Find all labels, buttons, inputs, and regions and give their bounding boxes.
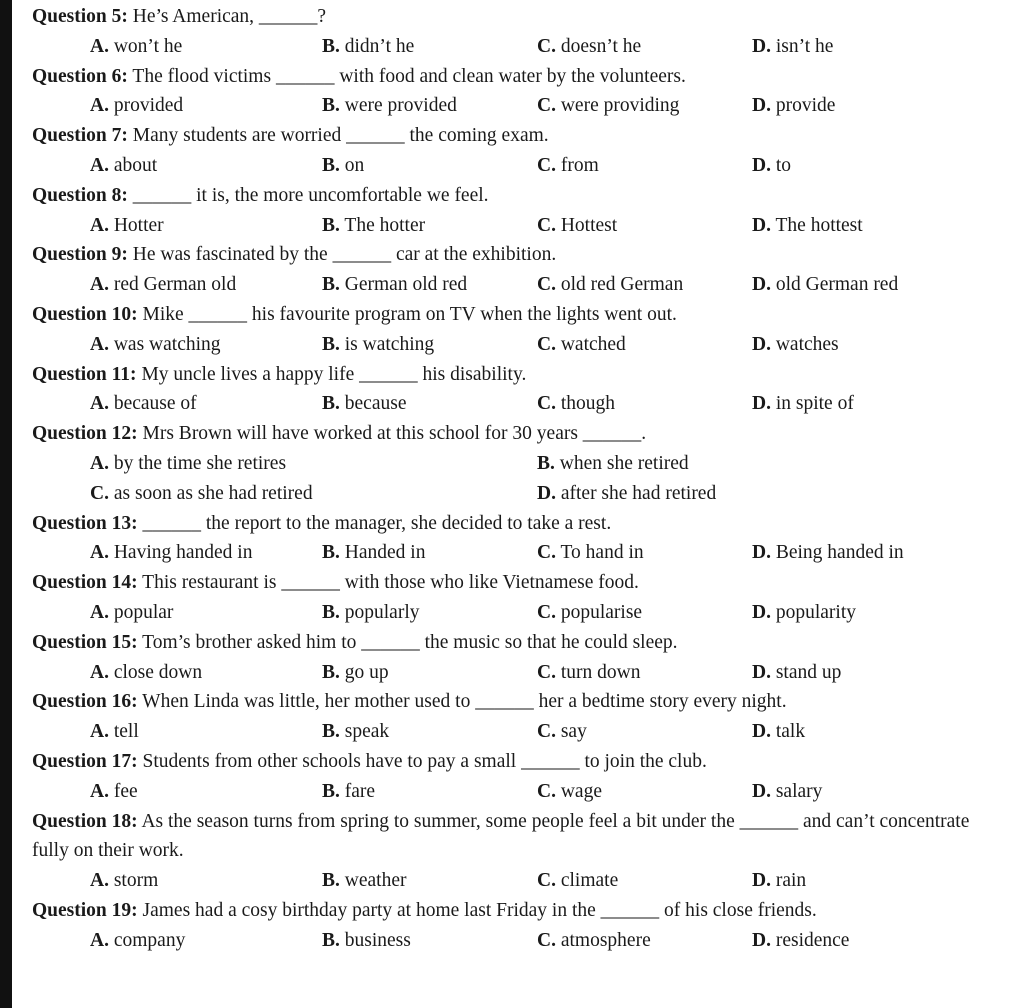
- question-stem: [32, 419, 1002, 449]
- option-letter: B.: [322, 333, 340, 355]
- option-letter: A.: [90, 721, 109, 743]
- question-stem: [32, 121, 1002, 151]
- answer-option: [537, 389, 615, 419]
- option-text: storm: [113, 870, 159, 892]
- answer-option: [90, 598, 173, 628]
- question-block: [32, 896, 1002, 956]
- option-text: turn down: [560, 661, 641, 683]
- answer-option: [322, 151, 364, 181]
- option-letter: C.: [537, 333, 556, 355]
- option-text: weather: [344, 870, 407, 892]
- answer-option: [322, 211, 425, 241]
- option-letter: C.: [537, 721, 556, 743]
- question-number: Question 10:: [32, 303, 138, 325]
- answer-options: [32, 330, 1002, 360]
- answer-options: [32, 777, 1002, 807]
- option-text: German old red: [344, 274, 468, 296]
- option-letter: C.: [537, 154, 556, 176]
- question-text: As the season turns from spring to summer, some people feel a bit under the ______ and can’t concentrate fully on their work.: [32, 810, 970, 862]
- question-block: [32, 360, 1002, 420]
- option-letter: A.: [90, 452, 109, 474]
- question-stem: [32, 807, 1002, 867]
- answer-option: [537, 717, 587, 747]
- answer-option: [752, 866, 806, 896]
- option-text: rain: [775, 870, 807, 892]
- question-block: [32, 181, 1002, 241]
- option-letter: A.: [90, 393, 109, 415]
- option-text: won’t he: [113, 35, 183, 57]
- question-block: [32, 2, 1002, 62]
- option-letter: D.: [752, 661, 771, 683]
- answer-option: [90, 717, 139, 747]
- question-number: Question 12:: [32, 423, 138, 445]
- option-text: go up: [344, 661, 389, 683]
- answer-option: [90, 926, 185, 956]
- option-letter: D.: [752, 95, 771, 117]
- option-text: when she retired: [559, 452, 689, 474]
- option-text: were provided: [344, 95, 457, 117]
- option-text: old red German: [560, 274, 684, 296]
- question-text: James had a cosy birthday party at home last Friday in the ______ of his close friends.: [142, 899, 817, 921]
- question-stem: [32, 300, 1002, 330]
- question-number: Question 11:: [32, 363, 137, 385]
- option-letter: A.: [90, 95, 109, 117]
- answer-option: [537, 330, 626, 360]
- question-block: [32, 628, 1002, 688]
- answer-options: [32, 32, 1002, 62]
- option-letter: A.: [90, 333, 109, 355]
- option-text: was watching: [113, 333, 221, 355]
- option-text: say: [560, 721, 587, 743]
- option-text: provided: [113, 95, 184, 117]
- answer-option: [322, 91, 457, 121]
- answer-option: [322, 717, 389, 747]
- answer-option: [90, 389, 197, 419]
- question-stem: [32, 568, 1002, 598]
- option-text: because of: [113, 393, 197, 415]
- answer-option: [322, 330, 434, 360]
- option-letter: B.: [322, 929, 340, 951]
- question-block: [32, 240, 1002, 300]
- answer-option: [90, 479, 313, 509]
- option-letter: A.: [90, 274, 109, 296]
- answer-option: [752, 717, 805, 747]
- option-text: as soon as she had retired: [113, 482, 313, 504]
- option-letter: A.: [90, 601, 109, 623]
- answer-options: [32, 658, 1002, 688]
- answer-option: [322, 777, 375, 807]
- option-letter: D.: [537, 482, 556, 504]
- option-text: popular: [113, 601, 174, 623]
- option-text: climate: [560, 870, 619, 892]
- option-letter: C.: [537, 214, 556, 236]
- question-block: [32, 807, 1002, 896]
- option-text: Hotter: [113, 214, 164, 236]
- answer-options: [32, 926, 1002, 956]
- answer-option: [322, 598, 420, 628]
- question-text: Mrs Brown will have worked at this school for 30 years ______.: [142, 423, 647, 445]
- answer-option: [537, 598, 642, 628]
- option-letter: B.: [322, 214, 340, 236]
- question-block: [32, 121, 1002, 181]
- answer-option: [90, 330, 221, 360]
- answer-option: [322, 389, 406, 419]
- answer-option: [752, 658, 841, 688]
- question-stem: [32, 628, 1002, 658]
- option-text: watches: [775, 333, 839, 355]
- answer-options: [32, 538, 1002, 568]
- option-text: Hottest: [560, 214, 618, 236]
- question-number: Question 9:: [32, 244, 128, 266]
- option-letter: A.: [90, 35, 109, 57]
- option-letter: C.: [537, 274, 556, 296]
- question-stem: [32, 896, 1002, 926]
- question-stem: [32, 2, 1002, 32]
- question-number: Question 5:: [32, 6, 128, 27]
- option-text: because: [344, 393, 407, 415]
- option-letter: B.: [322, 870, 340, 892]
- option-text: speak: [344, 721, 390, 743]
- option-text: is watching: [344, 333, 435, 355]
- question-stem: [32, 509, 1002, 539]
- answer-option: [752, 598, 856, 628]
- option-text: isn’t he: [775, 35, 834, 57]
- question-stem: [32, 360, 1002, 390]
- option-letter: C.: [537, 601, 556, 623]
- question-number: Question 17:: [32, 750, 138, 772]
- option-text: red German old: [113, 274, 237, 296]
- answer-option: [752, 538, 904, 568]
- option-text: To hand in: [560, 542, 644, 564]
- answer-options: [32, 598, 1002, 628]
- answer-option: [752, 151, 791, 181]
- option-letter: B.: [322, 35, 340, 57]
- answer-options: [32, 449, 1002, 509]
- question-block: [32, 509, 1002, 569]
- option-letter: B.: [322, 95, 340, 117]
- option-text: old German red: [775, 274, 899, 296]
- option-letter: B.: [322, 274, 340, 296]
- option-letter: D.: [752, 721, 771, 743]
- option-letter: B.: [322, 661, 340, 683]
- question-block: [32, 747, 1002, 807]
- option-text: The hotter: [344, 214, 426, 236]
- option-text: residence: [775, 929, 850, 951]
- answer-option: [90, 538, 252, 568]
- question-text: He was fascinated by the ______ car at the exhibition.: [132, 244, 557, 266]
- answer-option: [90, 151, 157, 181]
- question-block: [32, 568, 1002, 628]
- option-letter: A.: [90, 870, 109, 892]
- answer-options: [32, 270, 1002, 300]
- option-letter: B.: [322, 780, 340, 802]
- answer-options: [32, 389, 1002, 419]
- option-letter: D.: [752, 870, 771, 892]
- option-letter: D.: [752, 601, 771, 623]
- option-text: doesn’t he: [560, 35, 642, 57]
- option-text: salary: [775, 780, 823, 802]
- answer-options: [32, 151, 1002, 181]
- answer-option: [752, 211, 863, 241]
- option-text: to: [775, 154, 792, 176]
- question-stem: [32, 747, 1002, 777]
- question-block: [32, 419, 1002, 508]
- option-letter: D.: [752, 929, 771, 951]
- answer-option: [90, 32, 182, 62]
- option-text: Having handed in: [113, 542, 253, 564]
- option-letter: A.: [90, 214, 109, 236]
- answer-option: [752, 91, 835, 121]
- question-text: Mike ______ his favourite program on TV when the lights went out.: [142, 303, 677, 325]
- question-number: Question 15:: [32, 631, 138, 653]
- question-block: [32, 687, 1002, 747]
- option-letter: C.: [537, 393, 556, 415]
- option-text: on: [344, 154, 365, 176]
- option-text: atmosphere: [560, 929, 651, 951]
- option-text: popularity: [775, 601, 856, 623]
- option-letter: A.: [90, 780, 109, 802]
- answer-option: [537, 151, 599, 181]
- answer-option: [537, 866, 618, 896]
- answer-option: [752, 777, 822, 807]
- option-text: fare: [344, 780, 376, 802]
- question-number: Question 13:: [32, 512, 138, 534]
- option-text: after she had retired: [560, 482, 717, 504]
- question-text: The flood victims ______ with food and clean water by the volunteers.: [132, 65, 686, 87]
- option-text: business: [344, 929, 411, 951]
- answer-option: [537, 926, 651, 956]
- question-number: Question 14:: [32, 572, 138, 594]
- option-letter: C.: [537, 929, 556, 951]
- question-number: Question 19:: [32, 899, 138, 921]
- option-text: company: [113, 929, 186, 951]
- answer-option: [537, 32, 641, 62]
- answer-options: [32, 211, 1002, 241]
- question-stem: [32, 687, 1002, 717]
- answer-option: [322, 538, 425, 568]
- answer-option: [90, 777, 138, 807]
- answer-option: [322, 658, 389, 688]
- option-text: popularly: [344, 601, 420, 623]
- option-letter: D.: [752, 35, 771, 57]
- answer-option: [90, 449, 286, 479]
- option-text: wage: [560, 780, 602, 802]
- option-text: though: [560, 393, 616, 415]
- answer-option: [752, 330, 839, 360]
- question-text: Many students are worried ______ the coming exam.: [132, 125, 549, 147]
- question-stem: [32, 62, 1002, 92]
- option-text: The hottest: [775, 214, 863, 236]
- question-text: My uncle lives a happy life ______ his disability.: [141, 363, 527, 385]
- answer-option: [537, 658, 640, 688]
- answer-options: [32, 91, 1002, 121]
- answer-option: [322, 866, 406, 896]
- question-text: Tom’s brother asked him to ______ the music so that he could sleep.: [142, 631, 678, 653]
- option-letter: C.: [537, 95, 556, 117]
- answer-option: [537, 538, 644, 568]
- option-text: close down: [113, 661, 203, 683]
- option-letter: B.: [537, 452, 555, 474]
- option-letter: B.: [322, 154, 340, 176]
- question-number: Question 16:: [32, 691, 138, 713]
- answer-option: [90, 866, 158, 896]
- option-text: Handed in: [344, 542, 426, 564]
- answer-option: [90, 211, 164, 241]
- option-letter: A.: [90, 542, 109, 564]
- option-letter: D.: [752, 274, 771, 296]
- answer-option: [537, 270, 683, 300]
- option-letter: D.: [752, 214, 771, 236]
- answer-option: [322, 270, 467, 300]
- question-block: [32, 300, 1002, 360]
- option-letter: C.: [537, 542, 556, 564]
- question-stem: [32, 181, 1002, 211]
- option-letter: C.: [537, 870, 556, 892]
- question-text: He’s American, ______?: [132, 6, 327, 27]
- option-letter: C.: [537, 661, 556, 683]
- answer-option: [537, 91, 679, 121]
- answer-option: [537, 449, 689, 479]
- question-text: ______ the report to the manager, she decided to take a rest.: [142, 512, 612, 534]
- option-letter: D.: [752, 333, 771, 355]
- answer-option: [90, 658, 202, 688]
- answer-option: [537, 777, 602, 807]
- option-letter: A.: [90, 929, 109, 951]
- question-text: Students from other schools have to pay a small ______ to join the club.: [142, 750, 707, 772]
- option-text: fee: [113, 780, 138, 802]
- answer-option: [322, 926, 411, 956]
- question-stem: [32, 240, 1002, 270]
- answer-option: [752, 32, 833, 62]
- option-text: tell: [113, 721, 139, 743]
- option-text: provide: [775, 95, 836, 117]
- option-text: popularise: [560, 601, 643, 623]
- answer-option: [752, 270, 898, 300]
- answer-option: [322, 32, 414, 62]
- question-text: This restaurant is ______ with those who like Vietnamese food.: [142, 572, 639, 594]
- option-letter: C.: [90, 482, 109, 504]
- question-number: Question 8:: [32, 184, 128, 206]
- answer-option: [90, 270, 236, 300]
- option-text: stand up: [775, 661, 842, 683]
- option-text: talk: [775, 721, 806, 743]
- question-block: [32, 62, 1002, 122]
- option-text: by the time she retires: [113, 452, 287, 474]
- question-number: Question 18:: [32, 810, 138, 832]
- option-letter: B.: [322, 542, 340, 564]
- option-letter: D.: [752, 393, 771, 415]
- page-left-edge: [0, 0, 12, 1008]
- answer-option: [752, 926, 849, 956]
- option-text: were providing: [560, 95, 680, 117]
- question-number: Question 7:: [32, 125, 128, 147]
- option-letter: B.: [322, 601, 340, 623]
- option-text: watched: [560, 333, 626, 355]
- answer-option: [537, 479, 716, 509]
- question-text: ______ it is, the more uncomfortable we feel.: [132, 184, 489, 206]
- option-text: didn’t he: [344, 35, 415, 57]
- option-letter: D.: [752, 154, 771, 176]
- option-letter: B.: [322, 721, 340, 743]
- option-letter: D.: [752, 542, 771, 564]
- option-text: from: [560, 154, 599, 176]
- answer-option: [752, 389, 854, 419]
- option-text: about: [113, 154, 158, 176]
- answer-option: [537, 211, 617, 241]
- option-letter: B.: [322, 393, 340, 415]
- option-letter: C.: [537, 35, 556, 57]
- option-text: Being handed in: [775, 542, 904, 564]
- option-letter: A.: [90, 661, 109, 683]
- option-text: in spite of: [775, 393, 854, 415]
- answer-option: [90, 91, 183, 121]
- answer-options: [32, 717, 1002, 747]
- answer-options: [32, 866, 1002, 896]
- question-text: When Linda was little, her mother used to ______ her a bedtime story every night.: [142, 691, 787, 713]
- option-letter: D.: [752, 780, 771, 802]
- exercise-sheet: [32, 0, 1002, 956]
- question-number: Question 6:: [32, 65, 128, 87]
- option-letter: A.: [90, 154, 109, 176]
- option-letter: C.: [537, 780, 556, 802]
